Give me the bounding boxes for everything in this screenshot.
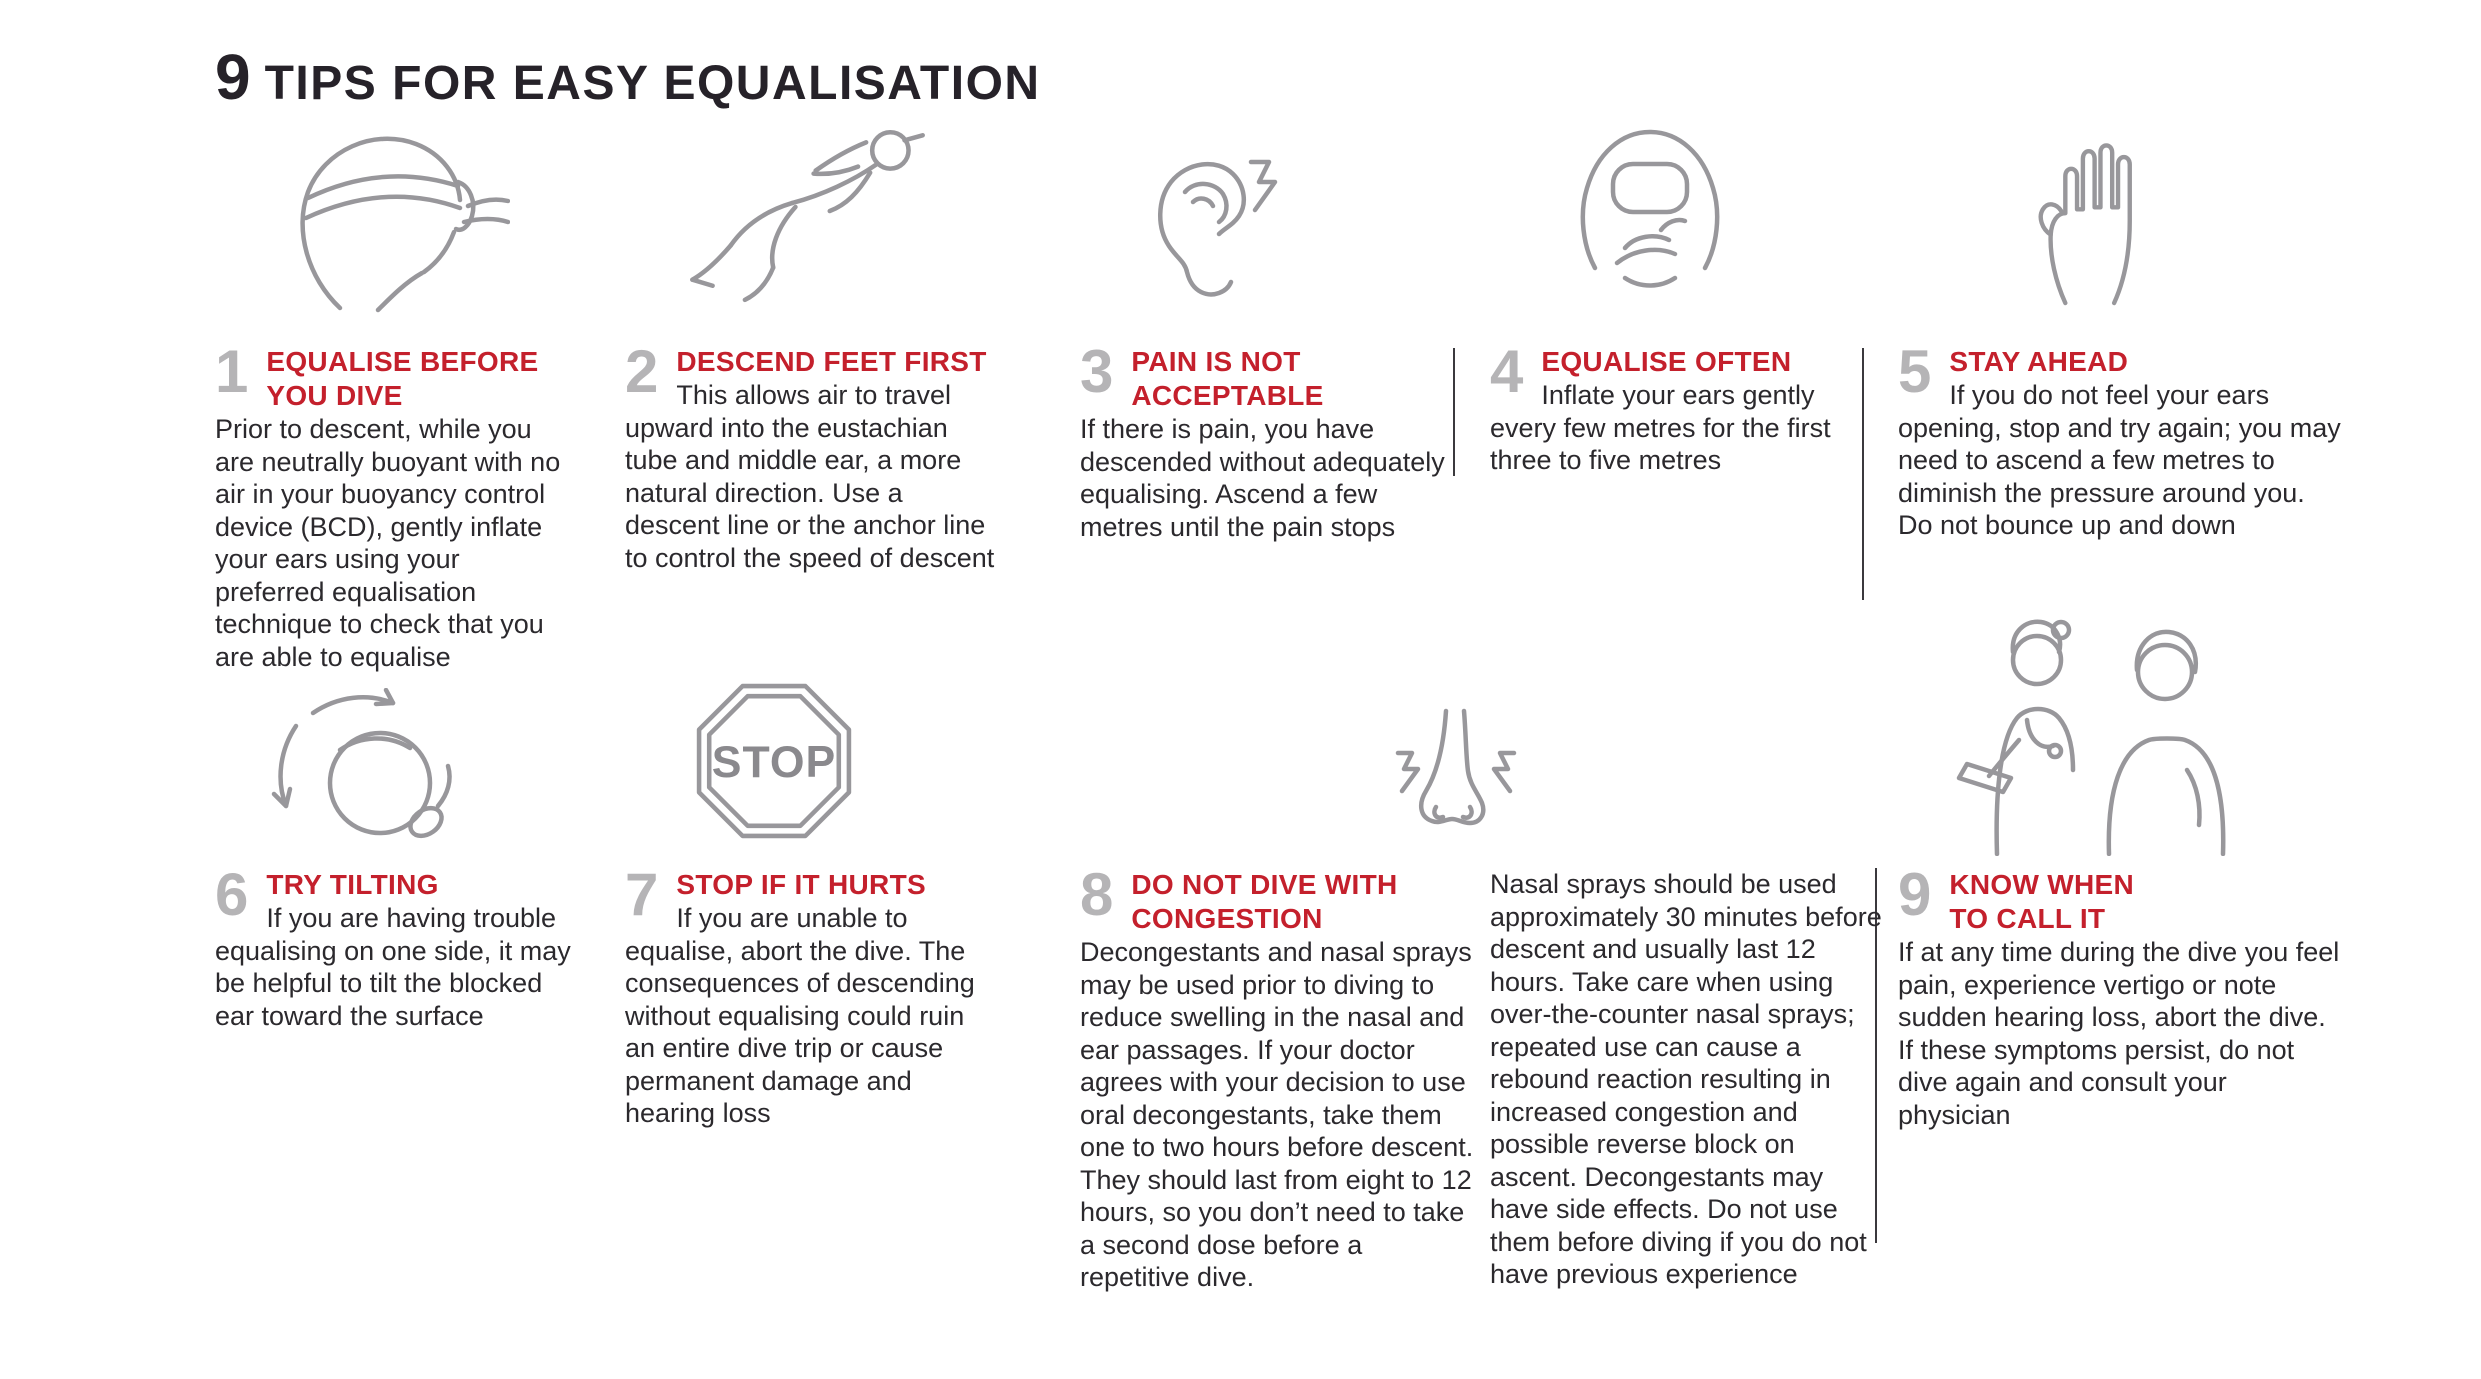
tip-7-number: 7 <box>625 861 659 928</box>
tip-4-body: Inflate your ears gently every few metres for the first three to five metres <box>1490 380 1831 475</box>
tip-2 <box>625 338 997 574</box>
stop-sign-text: STOP <box>711 738 837 788</box>
tip-8-body-continued: Nasal sprays should be used approximately 30 minutes before descent and usually last 12 hours. Take care when using over-the-counter nasal sprays; repeated use can cause a rebound reaction resulting in increased congestion and possible reverse block on ascent. Decongestants may have side effects. Do not use them before diving if you do not have previous experience <box>1490 869 1882 1289</box>
tip-6-body: If you are having trouble equalising on one side, it may be helpful to tilt the blocked ear toward the surface <box>215 903 571 1031</box>
tip-5-body: If you do not feel your ears opening, stop and try again; you may need to ascend a few metres to diminish the pressure around you. Do not bounce up and down <box>1898 380 2341 540</box>
mask-pinch-nose-icon <box>270 110 510 315</box>
tip-3 <box>1080 338 1452 543</box>
tip-8-heading: DO NOT DIVE WITH CONGESTION <box>1131 869 1398 934</box>
tip-2-number: 2 <box>625 338 659 405</box>
tip-5 <box>1898 338 2346 542</box>
tip-4-number: 4 <box>1490 338 1524 405</box>
tilting-head-icon <box>268 688 463 868</box>
tip-3-number: 3 <box>1080 338 1114 405</box>
tip-7 <box>625 861 997 1130</box>
tip-9 <box>1898 861 2346 1131</box>
tip-9-heading: KNOW WHEN TO CALL IT <box>1949 869 2135 934</box>
raised-hand-icon <box>2038 138 2160 306</box>
tip-4 <box>1490 338 1875 477</box>
ear-pain-icon <box>1135 140 1287 302</box>
doctor-consultation-icon <box>1945 608 2245 856</box>
tip-8 <box>1080 861 1476 1294</box>
descending-diver-icon <box>655 108 950 310</box>
hooded-diver-equalise-icon <box>1565 118 1737 305</box>
tip-9-number: 9 <box>1898 861 1932 928</box>
tip-8-body: Decongestants and nasal sprays may be used prior to diving to reduce swelling in the nasal and ear passages. If your doctor agrees with your decision to use oral decongestants, take them one to two hours before descent. They should last from eight to 12 hours, so you don’t need to take a second dose before a repetitive dive. <box>1080 937 1474 1292</box>
tip-1 <box>215 338 573 673</box>
congested-nose-icon <box>1380 695 1532 847</box>
tip-7-body: If you are unable to equalise, abort the dive. The consequences of descending without equalising could ruin an entire dive trip or cause permanent damage and hearing loss <box>625 903 975 1128</box>
tip-3-heading: PAIN IS NOT ACCEPTABLE <box>1131 346 1324 411</box>
title-text: TIPS FOR EASY EQUALISATION <box>264 57 1041 110</box>
tip-8-continued <box>1490 868 1886 1291</box>
tip-2-body: This allows air to travel upward into the eustachian tube and middle ear, a more natural direction. Use a descent line or the anchor line to control the speed of descent <box>625 380 995 573</box>
tip-4-heading: EQUALISE OFTEN <box>1541 346 1792 377</box>
tip-6-heading: TRY TILTING <box>266 869 439 900</box>
tip-5-number: 5 <box>1898 338 1932 405</box>
tip-1-heading: EQUALISE BEFORE YOU DIVE <box>266 346 539 411</box>
title-number: 9 <box>215 41 251 113</box>
tip-7-heading: STOP IF IT HURTS <box>676 869 926 900</box>
tip-9-body: If at any time during the dive you feel pain, experience vertigo or note sudden hearing loss, abort the dive. If these symptoms persist, do not dive again and consult your physician <box>1898 937 2340 1130</box>
tip-2-heading: DESCEND FEET FIRST <box>676 346 987 377</box>
tip-3-body: If there is pain, you have descended without adequately equalising. Ascend a few metres until the pain stops <box>1080 414 1445 542</box>
divider-tip3-tip4 <box>1453 348 1455 476</box>
stop-sign-icon <box>693 680 855 842</box>
tip-1-number: 1 <box>215 338 249 405</box>
tip-6 <box>215 861 573 1032</box>
tip-8-number: 8 <box>1080 861 1114 928</box>
tip-5-heading: STAY AHEAD <box>1949 346 2129 377</box>
tip-6-number: 6 <box>215 861 249 928</box>
page-title <box>215 40 1041 114</box>
tip-1-body: Prior to descent, while you are neutrally buoyant with no air in your buoyancy control device (BCD), gently inflate your ears using your preferred equalisation technique to check that you are able to equalise <box>215 414 561 672</box>
